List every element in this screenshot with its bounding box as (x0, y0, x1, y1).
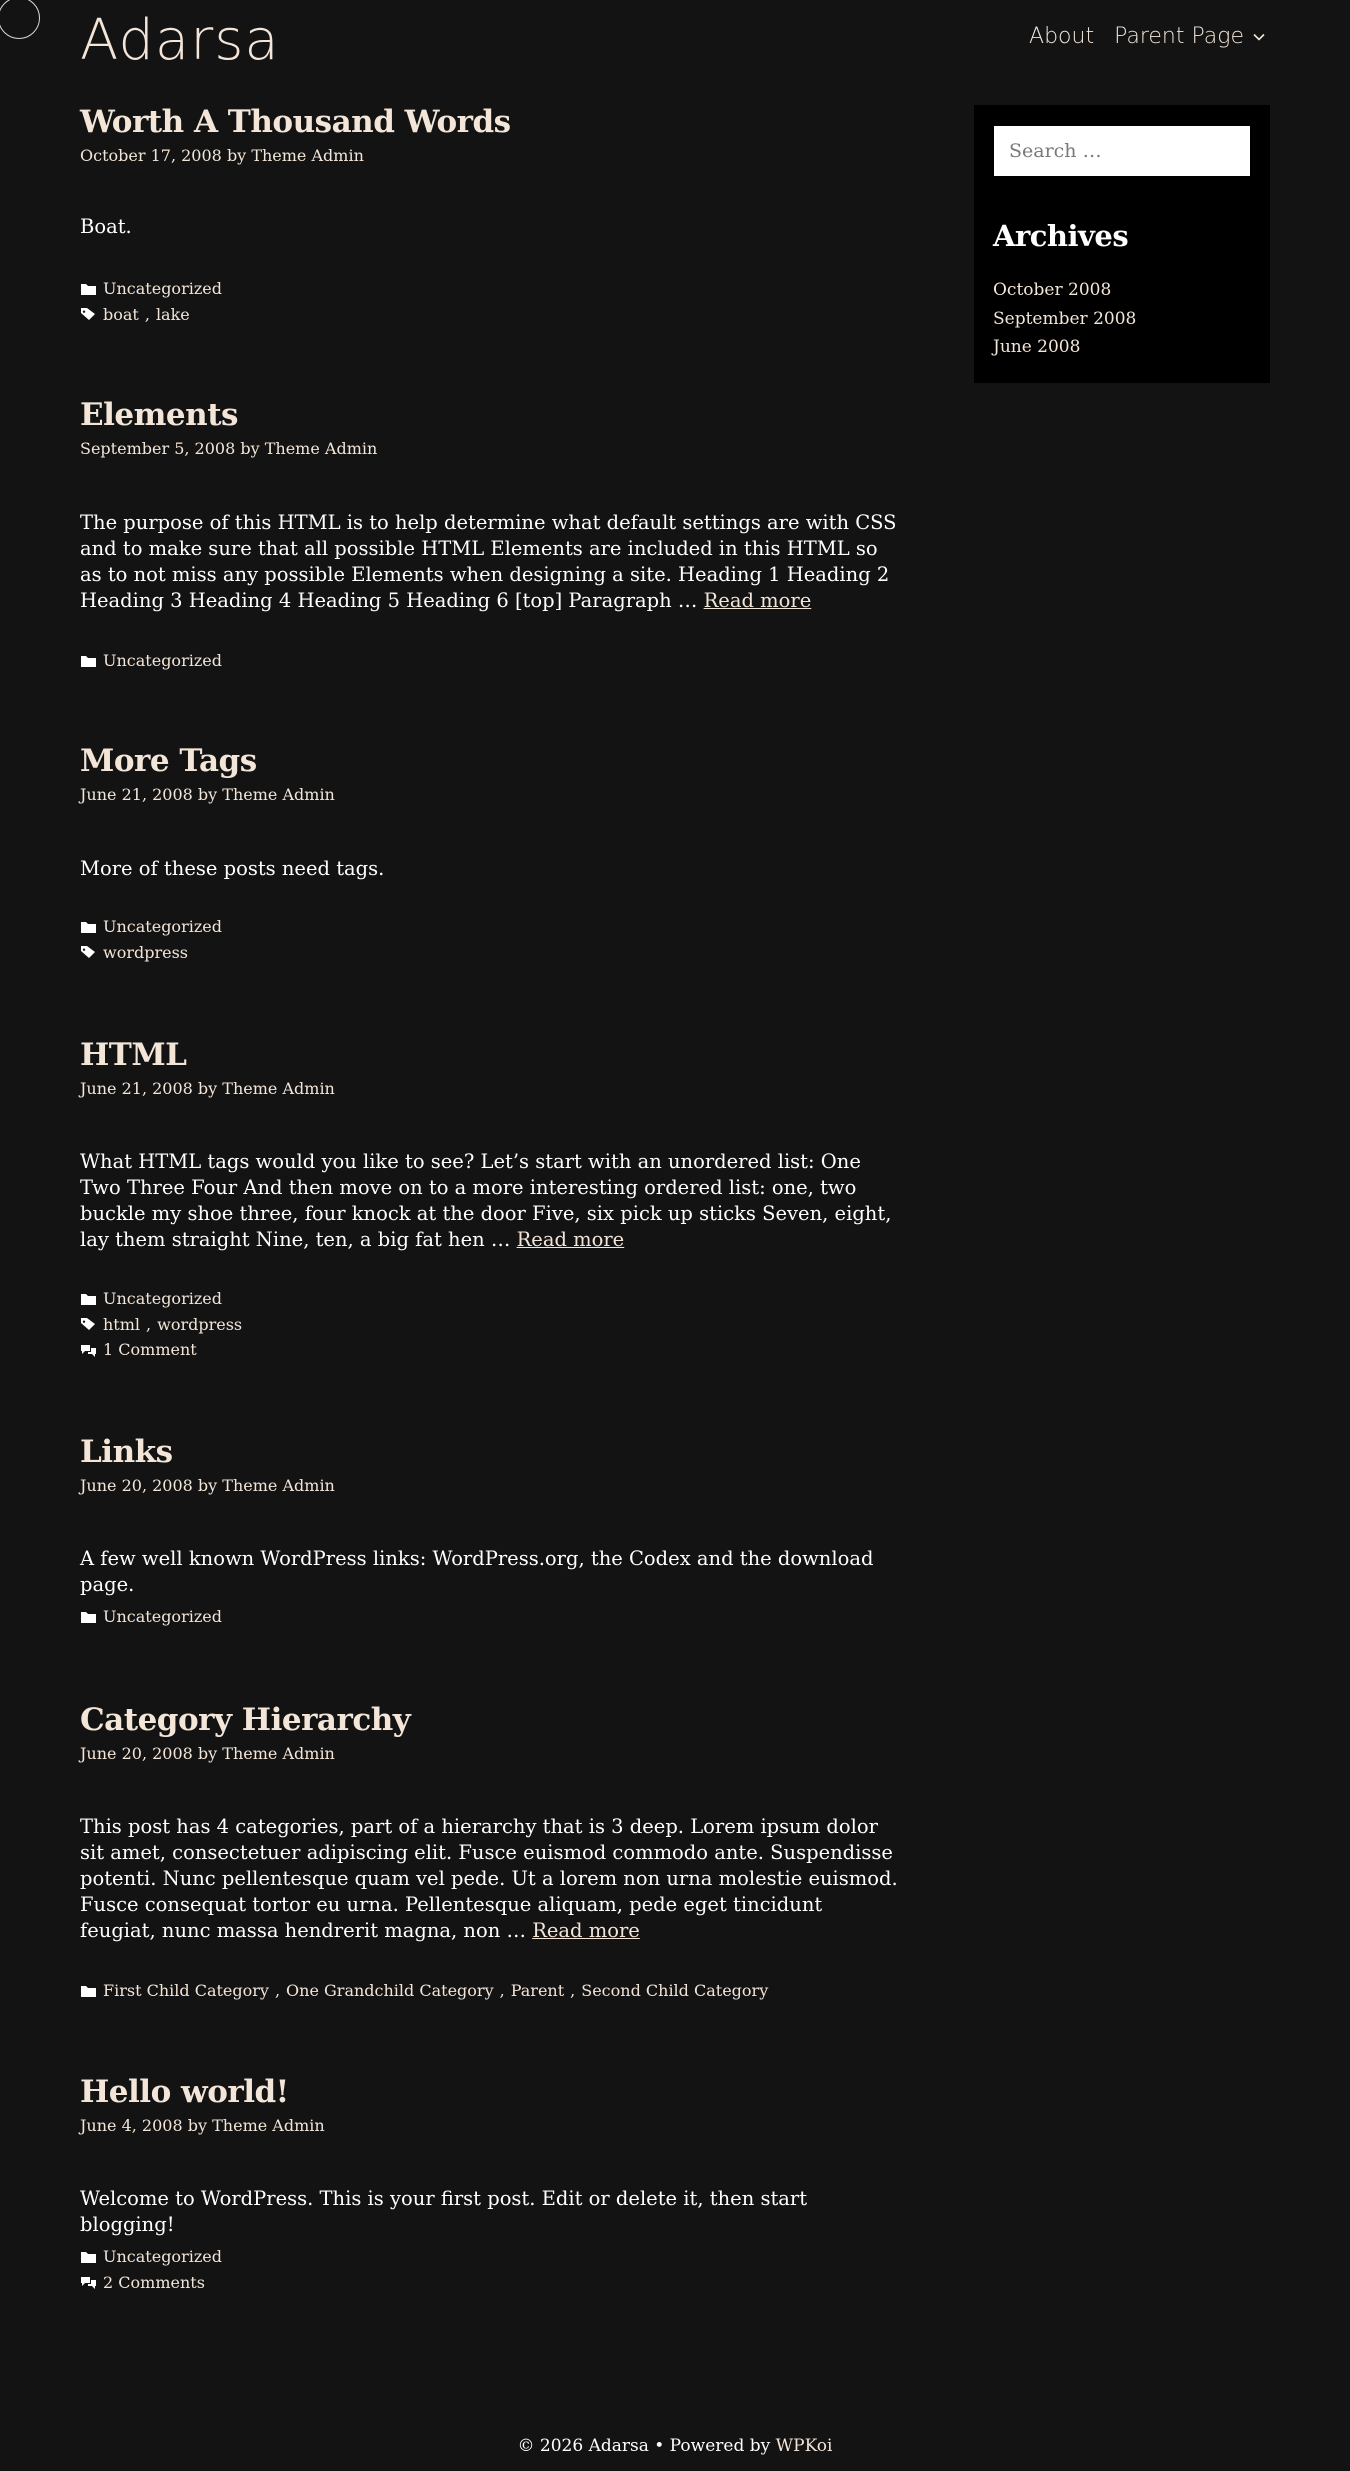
category-link[interactable]: Uncategorized (103, 651, 222, 670)
comments-link[interactable]: 1 Comment (103, 1340, 197, 1359)
post-by: by (197, 785, 218, 804)
nav-item-parent-page[interactable] (1114, 24, 1266, 49)
copyright-text: © 2026 Adarsa • Powered by (517, 2436, 771, 2456)
folder-icon (80, 654, 97, 668)
post-excerpt-text: The purpose of this HTML is to help determine what default settings are with CSS and to make sure that all possible HTML Elements are included in this HTML so as to not miss any possible Elements when designing a site. Heading 1 Heading 2 Heading 3 Heading 4 Heading 5 Heading 6 [top] Paragraph … (80, 511, 897, 612)
category-link[interactable]: Parent (510, 1981, 565, 2000)
category-link[interactable]: Uncategorized (103, 1607, 222, 1626)
post-excerpt (80, 1149, 900, 1253)
post-categories (80, 914, 222, 940)
post-footer (80, 914, 222, 965)
post-item (80, 2072, 900, 2292)
post-author[interactable]: Theme Admin (222, 1744, 335, 1763)
post-by: by (197, 1079, 218, 1098)
folder-icon (80, 1984, 97, 1998)
folder-icon (80, 2250, 97, 2264)
post-author[interactable]: Theme Admin (251, 146, 364, 165)
tag-link[interactable]: wordpress (157, 1314, 243, 1334)
comments-icon (80, 2275, 97, 2289)
post-tags (80, 940, 222, 966)
post-footer (80, 648, 222, 674)
post-excerpt (80, 2186, 900, 2238)
post-meta (80, 145, 900, 167)
archive-link[interactable]: October 2008 (993, 280, 1112, 300)
post-excerpt-text: What HTML tags would you like to see? Let’s start with an unordered list: One Two Three Four And then move on to a more interesting ordered list: one, two buckle my shoe three, four knock at the door Five, six pick up sticks Seven, eight, lay them straight Nine, ten, a big fat hen … (80, 1150, 892, 1251)
post-by: by (187, 2116, 208, 2135)
post-categories (80, 1286, 242, 1312)
post-meta (80, 784, 900, 806)
post-title[interactable]: HTML (80, 1037, 187, 1073)
post-title[interactable]: Hello world! (80, 2074, 289, 2110)
post-item (80, 1432, 900, 1626)
post-by: by (197, 1476, 218, 1495)
search-input[interactable] (994, 126, 1250, 176)
category-link[interactable]: Uncategorized (103, 917, 222, 936)
post-categories (80, 648, 222, 674)
post-excerpt-text: Welcome to WordPress. This is your first post. Edit or delete it, then start blogging! (80, 2187, 808, 2236)
post-item (80, 1035, 900, 1359)
category-link[interactable]: Uncategorized (103, 279, 222, 298)
post-author[interactable]: Theme Admin (222, 785, 335, 804)
category-link[interactable]: One Grandchild Category (286, 1981, 494, 2000)
post-comments (80, 2270, 222, 2296)
read-more-link[interactable]: Read more (516, 1228, 625, 1251)
tag-icon (80, 945, 97, 959)
post-date[interactable]: June 20, 2008 (80, 1476, 193, 1495)
post-tags: html , wordpress (80, 1312, 242, 1338)
category-link[interactable]: Second Child Category (581, 1981, 769, 2000)
post-author[interactable]: Theme Admin (222, 1079, 335, 1098)
archive-link[interactable]: September 2008 (993, 308, 1137, 329)
folder-icon (80, 1610, 97, 1624)
post-date[interactable]: June 4, 2008 (80, 2116, 183, 2135)
post-date[interactable]: June 21, 2008 (80, 785, 193, 804)
post-excerpt-text: This post has 4 categories, part of a hierarchy that is 3 deep. Lorem ipsum dolor sit amet, consectetuer adipiscing elit. Fusce euismod commodo ante. Suspendisse potenti. Nunc pellentesque quam vel pede. Ut a lorem non urna molestie euismod. Fusce consequat tortor eu urna. Pellentesque aliquam, pede eget tincidunt feugiat, nunc massa hendrerit magna, non … (80, 1815, 898, 1942)
post-footer (80, 276, 222, 327)
post-date[interactable]: October 17, 2008 (80, 146, 222, 165)
archive-link[interactable]: June 2008 (993, 337, 1081, 357)
tag-link[interactable]: lake (155, 304, 190, 324)
post-item (80, 395, 900, 670)
tag-link[interactable]: boat (103, 304, 139, 324)
post-item (80, 741, 900, 962)
site-footer (0, 2434, 1350, 2458)
site-header (0, 0, 1350, 82)
sidebar (974, 105, 1270, 383)
main-navigation (1029, 24, 1266, 49)
tag-link[interactable]: html (103, 1314, 141, 1334)
post-tags: boat , lake (80, 302, 222, 328)
post-meta (80, 438, 900, 460)
post-footer (80, 1604, 222, 1630)
tag-icon (80, 1317, 97, 1331)
post-meta (80, 1475, 900, 1497)
post-date[interactable]: June 21, 2008 (80, 1079, 193, 1098)
post-excerpt (80, 214, 900, 240)
category-link[interactable]: First Child Category (103, 1981, 269, 2000)
post-excerpt (80, 856, 900, 882)
category-link[interactable]: Uncategorized (103, 2247, 222, 2266)
post-by: by (226, 146, 247, 165)
nav-item-label: About (1029, 24, 1095, 49)
comments-icon (80, 1343, 97, 1357)
folder-icon (80, 282, 97, 296)
archives-list (993, 276, 1136, 362)
post-by: by (240, 439, 260, 458)
post-title[interactable]: Elements (80, 397, 238, 433)
nav-item-label: Parent Page (1114, 24, 1244, 49)
post-categories (80, 276, 222, 302)
tag-icon (80, 307, 97, 321)
post-footer (80, 2244, 222, 2295)
post-author[interactable]: Theme Admin (222, 1476, 335, 1495)
folder-icon (80, 1292, 97, 1306)
post-title[interactable]: Worth A Thousand Words (80, 104, 511, 140)
post-categories (80, 2244, 222, 2270)
nav-item-about[interactable] (1029, 24, 1094, 49)
category-link[interactable]: Uncategorized (103, 1289, 222, 1308)
post-date[interactable]: September 5, 2008 (80, 439, 236, 458)
post-excerpt-text: A few well known WordPress links: WordPress.org, the Codex and the download page. (80, 1547, 874, 1596)
post-footer (80, 1978, 768, 2004)
post-item (80, 102, 900, 324)
post-footer (80, 1286, 242, 1363)
post-date[interactable]: June 20, 2008 (80, 1744, 193, 1763)
post-meta (80, 2115, 900, 2137)
post-categories: First Child Category , One Grandchild Category , Parent , Second Child Category (80, 1978, 768, 2004)
tag-link[interactable]: wordpress (103, 942, 188, 962)
post-by: by (197, 1744, 218, 1763)
post-author[interactable]: Theme Admin (264, 439, 378, 458)
post-comments (80, 1337, 242, 1363)
archives-title: Archives (993, 219, 1129, 253)
folder-icon (80, 920, 97, 934)
post-excerpt-text: More of these posts need tags. (80, 857, 385, 880)
wpkoi-link[interactable]: WPKoi (775, 2436, 833, 2456)
post-title[interactable]: Category Hierarchy (80, 1702, 411, 1738)
read-more-link[interactable]: Read more (703, 589, 812, 612)
post-excerpt (80, 1814, 900, 1944)
read-more-link[interactable]: Read more (532, 1919, 640, 1942)
post-excerpt-text: Boat. (80, 215, 132, 238)
post-excerpt (80, 1546, 900, 1598)
post-categories (80, 1604, 222, 1630)
comments-link[interactable]: 2 Comments (103, 2272, 205, 2292)
post-excerpt (80, 510, 900, 614)
post-meta (80, 1743, 900, 1765)
post-item (80, 1700, 900, 2000)
site-title-link[interactable]: Adarsa (80, 8, 280, 73)
post-title[interactable]: Links (80, 1434, 173, 1470)
post-meta (80, 1078, 900, 1100)
post-title[interactable]: More Tags (80, 743, 257, 779)
chevron-down-icon[interactable] (1252, 30, 1266, 44)
post-author[interactable]: Theme Admin (212, 2116, 325, 2135)
